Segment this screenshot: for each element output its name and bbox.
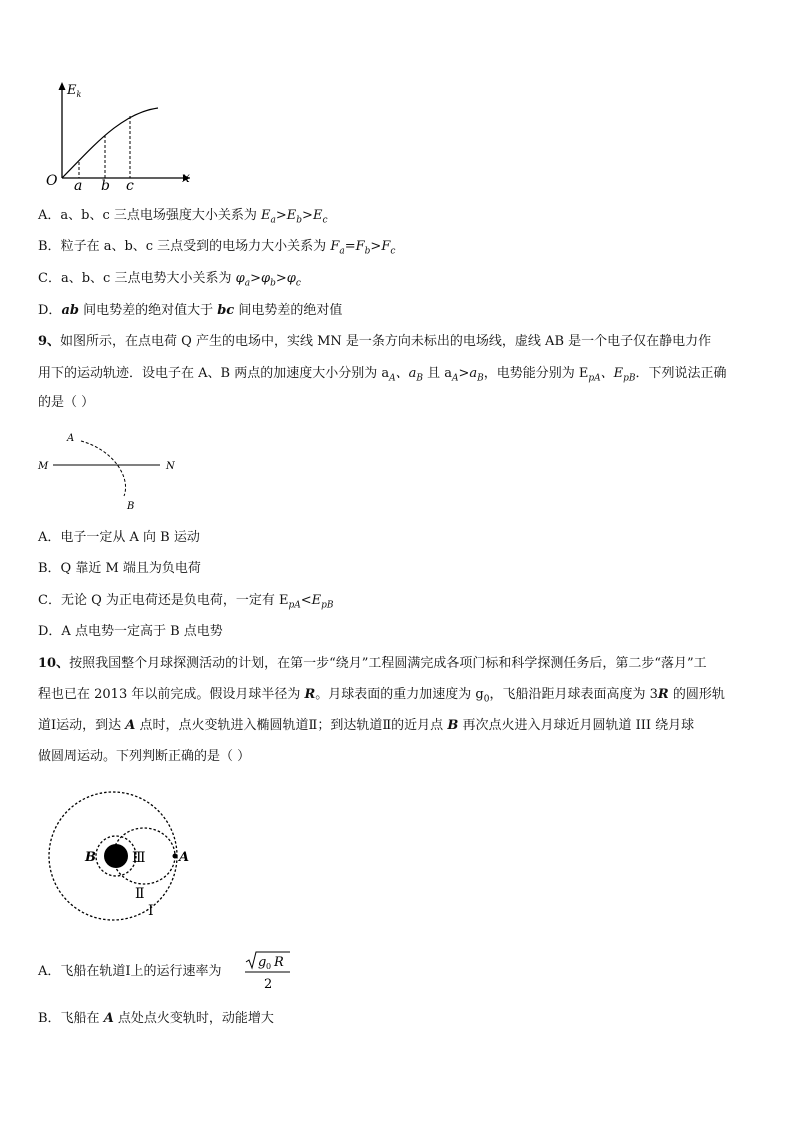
label-a: A	[179, 850, 190, 865]
tick-b: b	[101, 178, 110, 194]
label-b: B	[127, 501, 135, 512]
q9-stem-line-2: 用下的运动轨迹．设电子在 A、B 两点的加速度大小分别为 $a_A$、$a_B$ 且 $a_A>a_B$，电势能分别为 $E_{pA}$、$E_{pB}$．下列说法正确	[38, 366, 727, 384]
orbit-3-label: Ⅲ	[132, 850, 146, 866]
formula-r: R	[274, 955, 284, 970]
formula-denominator: 2	[264, 977, 273, 992]
q9-option-a: A．电子一定从 A 向 B 运动	[38, 530, 200, 545]
q10-stem-line-4: 做圆周运动。下列判断正确的是（ ）	[38, 749, 251, 764]
tick-c: c	[126, 178, 134, 194]
label-m: M	[38, 461, 49, 472]
q8-option-b: B．粒子在 a、b、c 三点受到的电场力大小关系为 $F_a=F_b>F_c$	[38, 239, 396, 257]
trajectory-ab	[81, 441, 126, 496]
label-n: N	[166, 461, 175, 472]
q8-option-a: A．a、b、c 三点电场强度大小关系为 $E_a>E_b>E_c$	[38, 208, 328, 226]
q9-stem-line-1: 9、如图所示，在点电荷 Q 产生的电场中，实线 MN 是一条方向未标出的电场线，虚线 AB 是一个电子仅在静电力作	[38, 334, 712, 349]
q10-orbit-figure	[42, 790, 188, 920]
q9-field-line-figure	[36, 428, 186, 516]
ek-x-graph	[40, 78, 200, 196]
formula-g-sub: 0	[266, 962, 272, 971]
label-a: A	[67, 433, 75, 444]
orbit-1-label: I	[148, 903, 154, 919]
y-axis-arrow	[59, 82, 66, 90]
orbit-2-label: Ⅱ	[135, 886, 145, 902]
q10-option-a-formula	[244, 950, 292, 992]
y-axis-label: $E_k$	[67, 83, 82, 99]
q10-stem-line-3: 道Ⅰ运动，到达 A 点时，点火变轨进入椭圆轨道Ⅱ；到达轨道Ⅱ的近月点 B 再次点火进入月球近月圆轨道 III 绕月球	[38, 718, 695, 733]
q9-option-b: B．Q 靠近 M 端且为负电荷	[38, 561, 201, 576]
origin-label: O	[46, 173, 58, 189]
tick-a: a	[74, 178, 83, 194]
q8-option-c: C．a、b、c 三点电势大小关系为 $\varphi_a>\varphi_b>\varphi_c$	[38, 271, 301, 289]
q10-stem-line-1: 10、按照我国整个月球探测活动的计划，在第一步“绕月”工程圆满完成各项门标和科学探测任务后，第二步“落月”工	[38, 656, 707, 671]
x-axis-label: x	[182, 170, 190, 186]
q10-stem-line-2: 程也已在 2013 年以前完成。假设月球半径为 R。月球表面的重力加速度为 $g_0$，飞船沿距月球表面高度为 3R 的圆形轨	[38, 687, 725, 705]
q9-option-d: D．A 点电势一定高于 B 点电势	[38, 624, 223, 639]
formula-g: g	[258, 955, 267, 970]
q10-option-b: B．飞船在 A 点处点火变轨时，动能增大	[38, 1011, 274, 1026]
q9-option-c: C．无论 Q 为正电荷还是负电荷，一定有 $E_{pA}<E_{pB}$	[38, 593, 334, 611]
point-a-dot	[173, 854, 178, 859]
ek-curve	[62, 108, 158, 178]
q10-option-a: A．飞船在轨道Ⅰ上的运行速率为	[38, 964, 222, 979]
q8-option-d: D．ab 间电势差的绝对值大于 bc 间电势差的绝对值	[38, 303, 343, 318]
moon	[104, 844, 128, 868]
q9-stem-line-3: 的是（ ）	[38, 395, 95, 410]
label-b: B	[85, 850, 96, 865]
